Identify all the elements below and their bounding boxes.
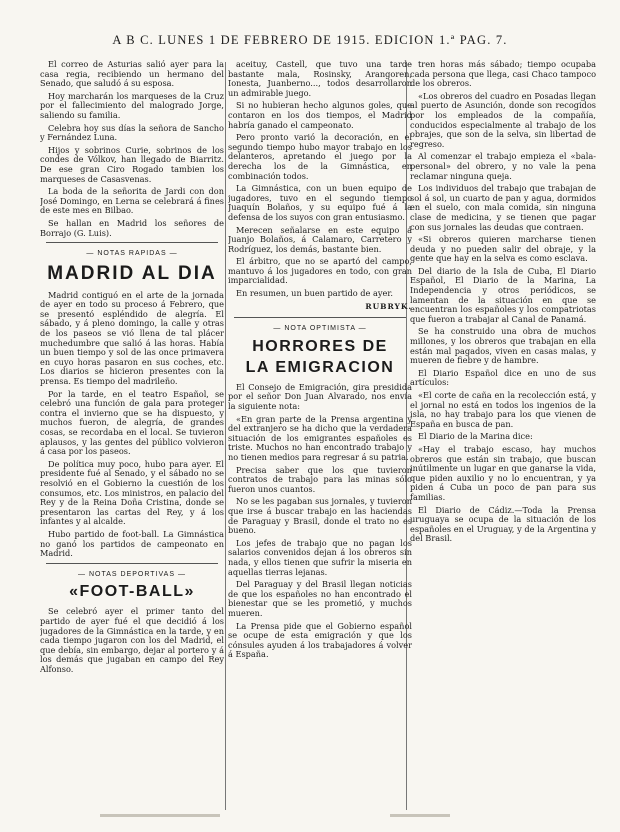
article-paragraph: Se ha construido una obra de muchos millones, y los obreros que trabajan en ella están mal pagados, viven en casas malas, y mueren de fiebre y de hambre.: [410, 326, 596, 366]
article-paragraph: Se celebró ayer el primer tanto del partido de ayer fué el que decidió á los jugadores de la Gimnástica en la tarde, y en cada tiempo jugaron con los del Madrid, el que debía, sin embargo, dejar al portero y á los demás que jugaban en campo del Rey Alfonso.: [40, 606, 224, 674]
society-paragraph: El correo de Asturias salió ayer para la casa regia, recibiendo un hermano del Senado, que saludó á su esposa.: [40, 60, 224, 89]
article-paragraph: El Diario de Cádiz.—Toda la Prensa uruguaya se ocupa de la situación de los españoles en el Uruguay, y de la Argentina y del Brasil.: [410, 504, 596, 544]
society-paragraph: La boda de la señorita de Jardi con don José Domingo, en Lerna se celebrará á fines de este mes en Bilbao.: [40, 186, 224, 216]
article-paragraph: Merecen señalarse en este equipo á Juanjo Bolaños, á Calamaro, Carretero y Rodríguez, los demás, bastante bien.: [228, 224, 412, 254]
article-paragraph: aceituy, Castell, que tuvo una tarde bastante mala, Rosinsky, Arangoren, Ionesta, Juanberno..., todos desarrollaron un admirable juego.: [228, 60, 412, 98]
section-label-nota-optimista: — NOTA OPTIMISTA —: [228, 324, 412, 334]
article-paragraph: La Prensa pide que el Gobierno español se ocupe de esta emigración y que los cónsules ayuden á los trabajadores á volver á España.: [228, 620, 412, 660]
article-paragraph: El Consejo de Emigración, gira presidida por el señor Don Juan Alvarado, nos envía la siguiente nota:: [228, 381, 412, 412]
article-paragraph: La Gimnástica, con un buen equipo de jugadores, tuvo en el segundo tiempo Juaquín Bolaños, y su equipo fué á la defensa de los suyos con gran entusiasmo.: [228, 183, 412, 222]
article-paragraph: Si no hubieran hecho algunos goles, que contaron en los dos tiempos, el Madrid habría ganado el campeonato.: [228, 100, 412, 130]
article-paragraph: No se les pagaban sus jornales, y tuvieron que irse á buscar trabajo en las haciendas de Paraguay y Brasil, donde el trato no es bueno.: [228, 496, 412, 536]
article-paragraph: Del Paraguay y del Brasil llegan noticias de que los españoles no han encontrado el bienestar que se les prometió, y muchos mueren.: [228, 579, 412, 618]
footer-print-mark: [100, 814, 220, 817]
article-paragraph: «En gran parte de la Prensa argentina y del extranjero se ha dicho que la verdadera situación de los emigrantes españoles es triste. Muchos no han encontrado trabajo y no tienen medios para regresar á su patria.: [228, 413, 412, 462]
section-label-notas-rapidas: — NOTAS RAPIDAS —: [40, 249, 224, 259]
article-paragraph: Madrid contiguó en el arte de la jornada de ayer en todo su proceso á Febrero, que se presentó espléndido de alegría. El sábado, y á pleno domingo, la calle y otras de los paseos se vió llena de tal plácer muchedumbre que salió á las horas. Había un buen tiempo y sol de las once primavera en cuyo horas pasaron en sus coches, etc. Los diarios se hicieron presentes con la prensa. Es tiempo del madrileño.: [40, 289, 224, 387]
article-paragraph: «Hay el trabajo escaso, hay muchos obreros que están sin trabajo, que buscan inútilmente un lugar en que ganarse la vida, que piden auxilio y no lo encuentran, y ya piden á Cuba un poco de pan para sus familias.: [410, 443, 596, 502]
article-paragraph: «Los obreros del cuadro en Posadas llegan al puerto de Asunción, donde son recogidos por los empleados de la compañía, conducidos especialmente al trabajo de los obrajes, que son de la selva, sin libertad de regreso.: [410, 90, 596, 149]
society-paragraph: Hijos y sobrinos Curie, sobrinos de los condes de Vólkov, han llegado de Biarritz. De ese gran Ciro Rogado tambien los marqueses de Casasvenas.: [40, 144, 224, 184]
article-paragraph: Pero pronto varió la decoración, en el segundo tiempo hubo mayor trabajo en los delanteros, apretando el juego por la derecha los de la Gimnástica, en combinación todos.: [228, 132, 412, 181]
article-paragraph: Los individuos del trabajo que trabajan de sol á sol, un cuarto de pan y agua, dormidos en el suelo, con mala comida, sin ninguna clase de medicina, y se tienen que pagar con sus jornales las deudas que contraen.: [410, 183, 596, 232]
section-rule: [234, 317, 406, 318]
article-paragraph: Del diario de la Isla de Cuba, El Diario Español, El Diario de la Marina, La Independencia y otros periódicos, se lamentan de la situación en que se encuentran los españoles y los compatriotas que fueron a trabajar al Canal de Panamá.: [410, 265, 596, 324]
article-paragraph: «El corte de caña en la recolección está, y el jornal no está en todos los ingenios de la isla, no hay trabajo para los que vienen de España en busca de pan.: [410, 390, 596, 429]
page-masthead: A B C. LUNES 1 DE FEBRERO DE 1915. EDICION 1.ª PAG. 7.: [112, 33, 508, 47]
article-paragraph: Los jefes de trabajo que no pagan los salarios convenidos dejan á los obreros sin nada, y ellos tienen que sufrir la miseria en aquellas tierras lejanas.: [228, 537, 412, 577]
society-paragraph: Se hallan en Madrid los señores de Borrajo (G. Luis).: [40, 217, 224, 238]
article-paragraph: En resumen, un buen partido de ayer.: [236, 288, 393, 299]
section-rule: [46, 242, 218, 243]
headline-foot-ball: «FOOT-BALL»: [69, 583, 195, 601]
article-paragraph: El Diario de la Marina dice:: [418, 431, 533, 442]
article-paragraph: «Si obreros quieren marcharse tienen deuda y no pueden salir del obraje, y la gente que hay en la selva es como esclava.: [410, 234, 596, 264]
column-2: [228, 60, 412, 812]
column-1: [40, 60, 224, 812]
column-3: [410, 60, 596, 812]
footer-print-mark: [390, 814, 450, 817]
article-paragraph: Hubo partido de foot-ball. La Gimnástica no ganó los partidos de campeonato en Madrid.: [40, 528, 224, 559]
article-paragraph: El Diario Español dice en uno de sus artículos:: [410, 367, 596, 388]
article-paragraph: Precisa saber que los que tuvieron contratos de trabajo para las minas sólo fueron unos cuantos.: [228, 464, 412, 494]
author-signature: RUBRYK.: [365, 301, 412, 311]
article-paragraph: tren horas más sábado; tiempo ocupaba cada persona que llega, casi Chaco tampoco de los obreros.: [410, 60, 596, 89]
society-paragraph: Celebra hoy sus días la señora de Sancho y Fernández Luna.: [40, 122, 224, 143]
headline-horrores-line-1: HORRORES DE: [252, 337, 388, 355]
article-paragraph: Al comenzar el trabajo empieza el «bala-personal» del obrero, y no vale la pena reclamar ninguna queja.: [410, 151, 596, 181]
section-label-notas-deportivas: — NOTAS DEPORTIVAS —: [40, 570, 224, 580]
page-footer: [60, 814, 560, 820]
section-rule: [46, 563, 218, 564]
column-divider-1: [225, 62, 226, 810]
article-paragraph: El árbitro, que no se apartó del campo, mantuvo á los jugadores en todo, con gran imparcialidad.: [228, 256, 412, 286]
society-paragraph: Hoy marcharán los marqueses de la Cruz por el fallecimiento del malogrado Jorge, saliendo su familia.: [40, 90, 224, 120]
article-paragraph: De política muy poco, hubo para ayer. El presidente fué al Senado, y el sábado no se resolvió en el Gobierno la cuestión de los consumos, etc. Los ministros, en palacio del Rey y de la Reina Doña Cristina, donde se presentaron las cartas del Rey, y á los infantes y al alcalde.: [40, 458, 224, 527]
article-paragraph: Por la tarde, en el teatro Español, se celebró una función de gala para proteger contra el invierno que se ha dispuesto, y muchos fueron, de alegría, de grandes cosas, se recordaba en el local. Se tuvieron aplausos, y las gentes del público volvieron á casa por los paseos.: [40, 388, 224, 457]
headline-madrid-al-dia: MADRID AL DIA: [47, 262, 217, 284]
headline-horrores-line-2: LA EMIGRACION: [245, 358, 395, 376]
